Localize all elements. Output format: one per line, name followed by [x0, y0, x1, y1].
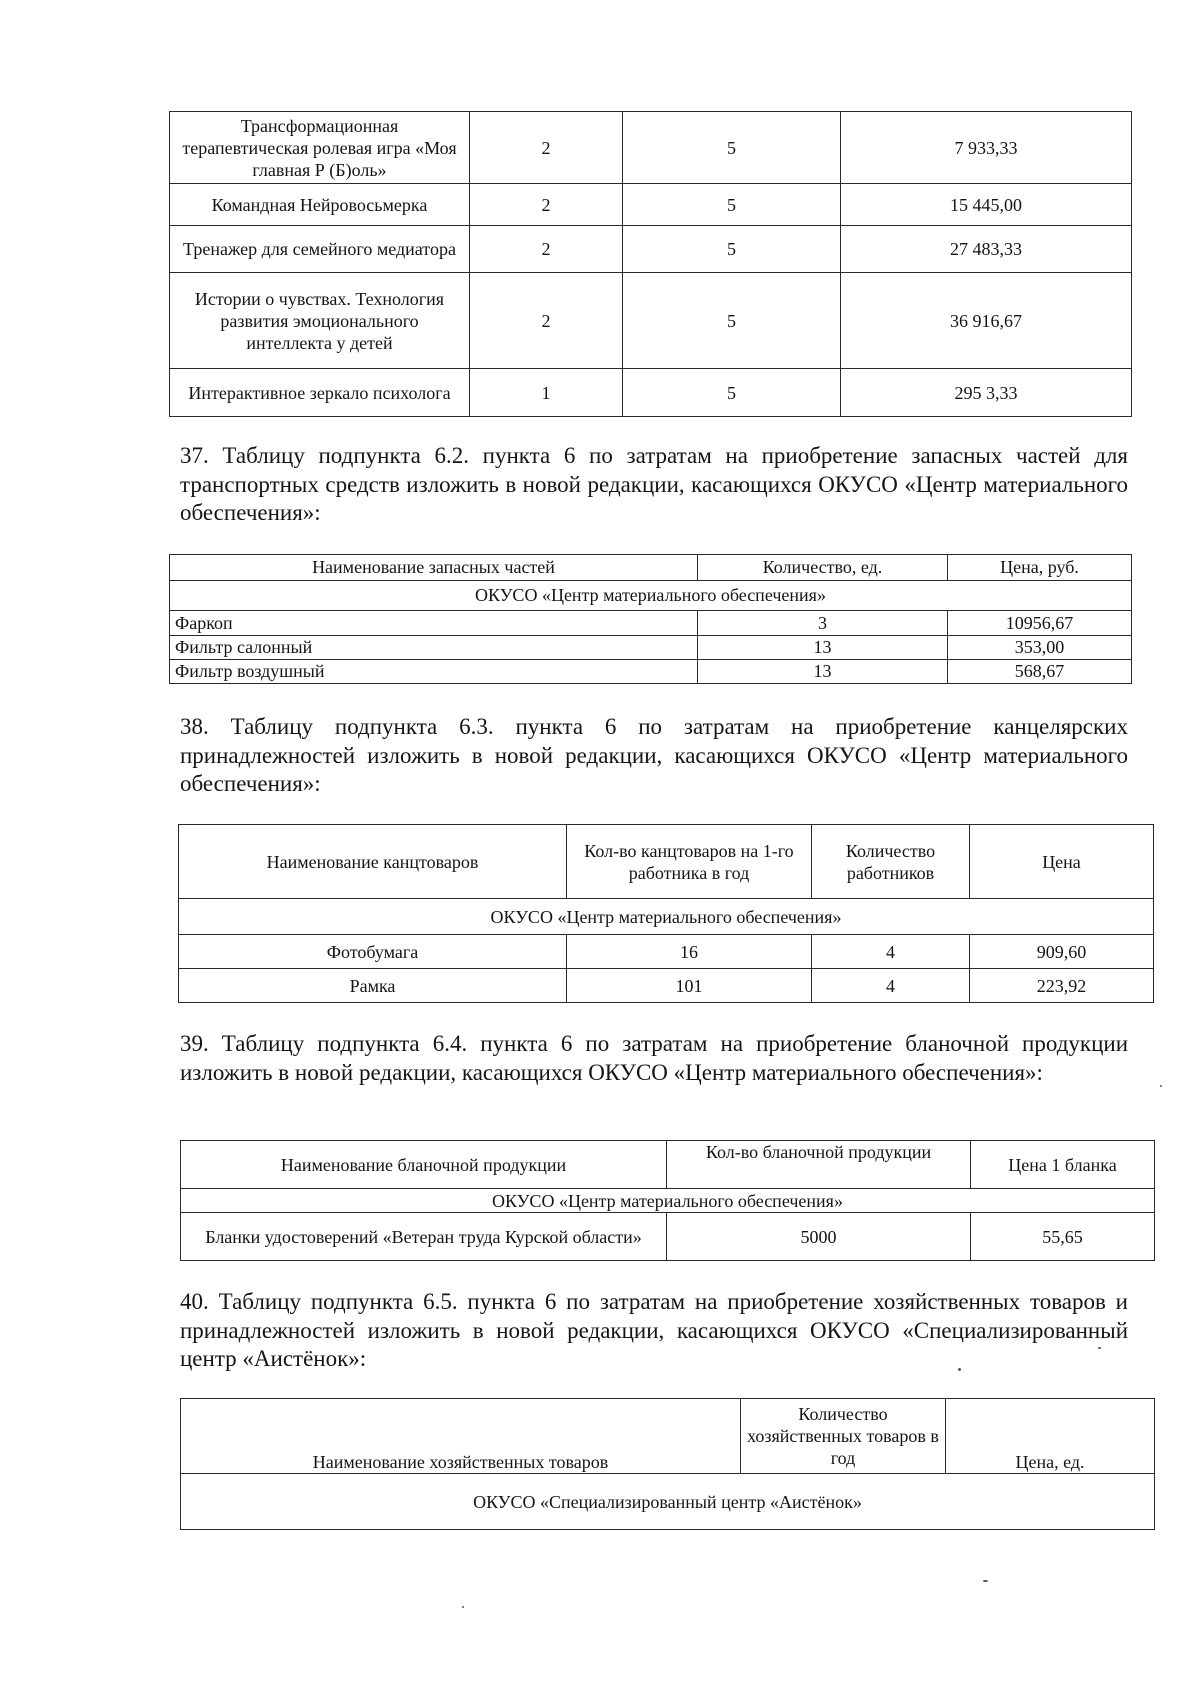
price: 7 933,33	[841, 112, 1132, 184]
column-header: Цена, ед.	[946, 1399, 1155, 1474]
table-header-row	[179, 825, 1154, 899]
scan-speck	[1098, 1347, 1101, 1349]
section-title: ОКУСО «Центр материального обеспечения»	[181, 1189, 1155, 1213]
table-row	[170, 660, 1132, 684]
item-name: Фильтр салонный	[170, 636, 698, 660]
table-row	[181, 1213, 1155, 1261]
quantity: 5	[623, 273, 841, 369]
item-name: Интерактивное зеркало психолога	[170, 369, 470, 417]
section-row	[179, 899, 1154, 935]
column-header: Цена 1 бланка	[971, 1141, 1155, 1189]
stationery-table	[178, 824, 1154, 1003]
item-name: Трансформационная терапевтическая ролевая игра «Моя главная Р (Б)оль»	[170, 112, 470, 184]
item-name: Рамка	[179, 969, 567, 1003]
price: 353,00	[948, 636, 1132, 660]
price: 909,60	[970, 935, 1154, 969]
price: 27 483,33	[841, 226, 1132, 273]
forms-table	[180, 1140, 1155, 1261]
workers: 4	[812, 969, 970, 1003]
workers: 4	[812, 935, 970, 969]
household-goods-table	[180, 1398, 1155, 1530]
quantity: 5	[623, 184, 841, 226]
quantity: 2	[470, 184, 623, 226]
scan-speck	[958, 1368, 961, 1371]
column-header: Наименование хозяйственных товаров	[181, 1399, 741, 1474]
item-name: Командная Нейровосьмерка	[170, 184, 470, 226]
price: 223,92	[970, 969, 1154, 1003]
price: 55,65	[971, 1213, 1155, 1261]
item-name: Фильтр воздушный	[170, 660, 698, 684]
quantity: 13	[698, 636, 948, 660]
quantity: 5	[623, 112, 841, 184]
column-header: Наименование запасных частей	[170, 555, 698, 581]
paragraph-38: 38. Таблицу подпункта 6.3. пункта 6 по затратам на приобретение канцелярских принадлежностей изложить в новой редакции, касающихся ОКУСО «Центр материального обеспечения»:	[180, 714, 1128, 796]
table-row	[170, 112, 1132, 184]
paragraph-40: 40. Таблицу подпункта 6.5. пункта 6 по затратам на приобретение хозяйственных товаров и принадлежностей изложить в новой редакции, касающихся ОКУСО «Специализированный центр «Аистёнок»:	[180, 1289, 1128, 1371]
table-row	[170, 273, 1132, 369]
quantity: 1	[470, 369, 623, 417]
scan-speck	[1160, 1085, 1162, 1087]
section-row	[181, 1189, 1155, 1213]
table-row	[170, 184, 1132, 226]
quantity: 2	[470, 273, 623, 369]
quantity: 2	[470, 226, 623, 273]
column-header: Цена	[970, 825, 1154, 899]
item-name: Фотобумага	[179, 935, 567, 969]
table-row	[170, 369, 1132, 417]
column-header: Кол-во бланочной продукции	[667, 1141, 971, 1189]
quantity: 5	[623, 369, 841, 417]
column-header: Количество хозяйственных товаров в год	[741, 1399, 946, 1474]
table-header-row	[181, 1399, 1155, 1474]
table-header-row	[181, 1141, 1155, 1189]
price: 36 916,67	[841, 273, 1132, 369]
table-row	[170, 611, 1132, 636]
quantity: 13	[698, 660, 948, 684]
per-worker-qty: 101	[567, 969, 812, 1003]
price: 568,67	[948, 660, 1132, 684]
scan-speck	[462, 1606, 464, 1608]
section-title: ОКУСО «Центр материального обеспечения»	[179, 899, 1154, 935]
column-header: Наименование бланочной продукции	[181, 1141, 667, 1189]
quantity: 3	[698, 611, 948, 636]
quantity: 2	[470, 112, 623, 184]
item-name: Истории о чувствах. Технология развития эмоционального интеллекта у детей	[170, 273, 470, 369]
column-header: Цена, руб.	[948, 555, 1132, 581]
item-name: Бланки удостоверений «Ветеран труда Курской области»	[181, 1213, 667, 1261]
scan-speck	[983, 1580, 988, 1582]
table-row	[179, 969, 1154, 1003]
per-worker-qty: 16	[567, 935, 812, 969]
section-title: ОКУСО «Специализированный центр «Аистёнок»	[181, 1474, 1155, 1530]
table-row	[179, 935, 1154, 969]
paragraph-37: 37. Таблицу подпункта 6.2. пункта 6 по затратам на приобретение запасных частей для транспортных средств изложить в новой редакции, касающихся ОКУСО «Центр материального обеспечения»:	[180, 443, 1128, 525]
item-name: Тренажер для семейного медиатора	[170, 226, 470, 273]
section-title: ОКУСО «Центр материального обеспечения»	[170, 581, 1132, 611]
table-header-row	[170, 555, 1132, 581]
table-row	[170, 636, 1132, 660]
price: 295 3,33	[841, 369, 1132, 417]
column-header: Наименование канцтоваров	[179, 825, 567, 899]
spare-parts-table	[169, 554, 1132, 684]
column-header: Кол-во канцтоваров на 1-го работника в год	[567, 825, 812, 899]
section-row	[181, 1474, 1155, 1530]
column-header: Количество работников	[812, 825, 970, 899]
quantity: 5	[623, 226, 841, 273]
quantity: 5000	[667, 1213, 971, 1261]
item-name: Фаркоп	[170, 611, 698, 636]
paragraph-39: 39. Таблицу подпункта 6.4. пункта 6 по затратам на приобретение бланочной продукции изложить в новой редакции, касающихся ОКУСО «Центр материального обеспечения»:	[180, 1031, 1128, 1085]
price: 10956,67	[948, 611, 1132, 636]
section-row	[170, 581, 1132, 611]
column-header: Количество, ед.	[698, 555, 948, 581]
price: 15 445,00	[841, 184, 1132, 226]
table-continuation	[169, 111, 1132, 417]
table-row	[170, 226, 1132, 273]
